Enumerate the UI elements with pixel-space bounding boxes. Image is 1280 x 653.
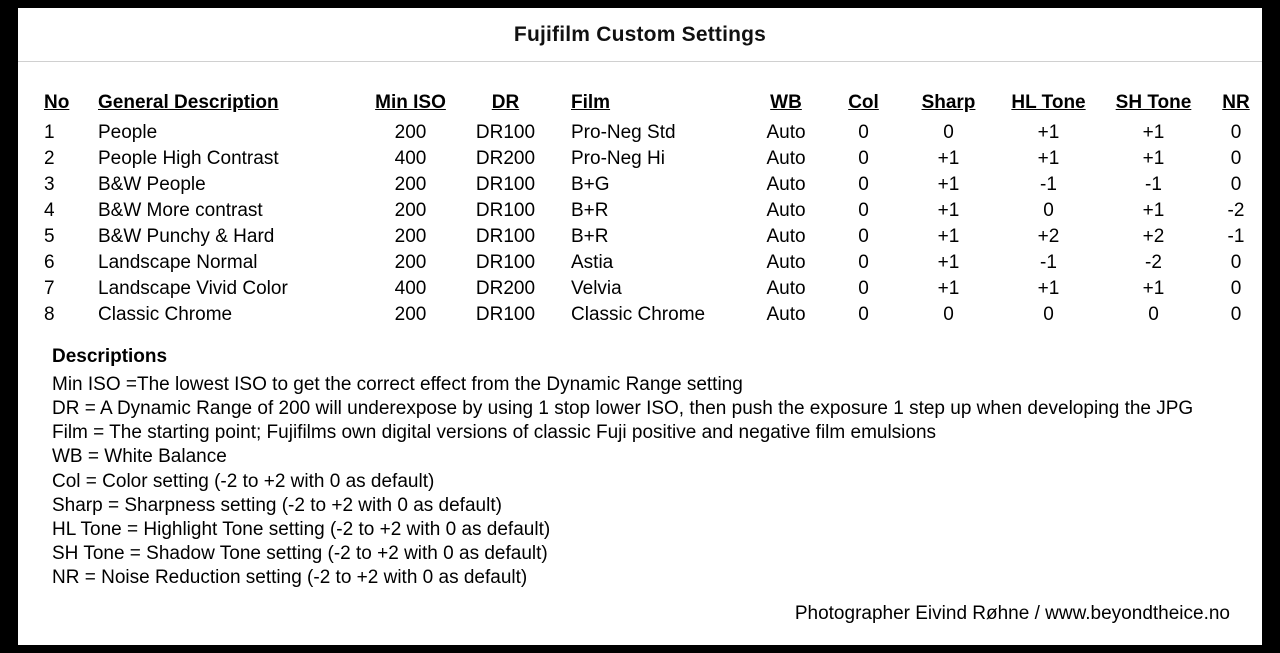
column-header-miniso: Min ISO xyxy=(375,92,446,113)
cell-iso: 200 xyxy=(394,252,427,273)
cell-desc: B&W More contrast xyxy=(98,200,263,221)
table-row xyxy=(26,120,1266,146)
description-line-min-iso: Min ISO =The lowest ISO to get the correct effect from the Dynamic Range setting xyxy=(52,374,743,395)
cell-hltone: -1 xyxy=(1040,252,1057,273)
column-header-nr: NR xyxy=(1222,92,1250,113)
cell-dr: DR100 xyxy=(475,252,536,273)
document-body xyxy=(18,62,1262,590)
description-line-hl-tone: HL Tone = Highlight Tone setting (-2 to +2 with 0 as default) xyxy=(52,518,551,540)
column-header-sharp: Sharp xyxy=(921,92,976,113)
cell-hltone: +1 xyxy=(1037,278,1060,299)
cell-shtone: -1 xyxy=(1145,174,1162,195)
table-header-row xyxy=(26,92,1266,120)
description-line-nr: NR = Noise Reduction setting (-2 to +2 with 0 as default) xyxy=(52,567,528,588)
cell-sharp: +1 xyxy=(937,226,960,247)
cell-dr: DR100 xyxy=(475,122,536,143)
cell-dr: DR100 xyxy=(475,304,536,325)
cell-nr: -2 xyxy=(1227,200,1245,221)
column-header-hltone: HL Tone xyxy=(1011,92,1086,113)
table-row xyxy=(26,224,1266,250)
cell-col: 0 xyxy=(858,278,869,299)
cell-desc: B&W Punchy & Hard xyxy=(98,226,275,247)
table-row xyxy=(26,250,1266,276)
cell-shtone: +1 xyxy=(1142,200,1165,221)
column-header-film: Film xyxy=(571,92,611,113)
cell-desc: B&W People xyxy=(98,174,206,195)
cell-no: 6 xyxy=(44,252,55,273)
cell-dr: DR200 xyxy=(475,148,536,169)
cell-no: 7 xyxy=(44,278,55,299)
cell-no: 4 xyxy=(44,200,55,221)
cell-wb: Auto xyxy=(766,226,806,247)
cell-shtone: +1 xyxy=(1142,122,1165,143)
cell-hltone: 0 xyxy=(1043,304,1054,325)
description-line-wb: WB = White Balance xyxy=(52,446,227,468)
cell-iso: 200 xyxy=(394,226,427,247)
cell-iso: 200 xyxy=(394,304,427,325)
cell-no: 1 xyxy=(44,122,55,143)
cell-hltone: +1 xyxy=(1037,122,1060,143)
descriptions-section xyxy=(26,346,1242,590)
cell-col: 0 xyxy=(858,252,869,273)
cell-desc: Landscape Vivid Color xyxy=(98,278,288,299)
cell-sharp: +1 xyxy=(937,174,960,195)
cell-col: 0 xyxy=(858,122,869,143)
photographer-credit: Photographer Eivind Røhne / www.beyondtheice.no xyxy=(794,603,1230,624)
cell-no: 8 xyxy=(44,304,55,325)
column-header-no: No xyxy=(44,92,70,113)
cell-nr: 0 xyxy=(1230,278,1242,299)
cell-iso: 200 xyxy=(394,174,427,195)
cell-film: B+G xyxy=(571,174,610,195)
column-header-col: Col xyxy=(848,92,879,113)
cell-shtone: +1 xyxy=(1142,278,1165,299)
column-header-wb: WB xyxy=(770,92,802,113)
cell-sharp: 0 xyxy=(943,122,954,143)
cell-col: 0 xyxy=(858,200,869,221)
cell-hltone: +1 xyxy=(1037,148,1060,169)
cell-shtone: +1 xyxy=(1142,148,1165,169)
cell-film: Pro-Neg Hi xyxy=(571,148,665,169)
cell-sharp: +1 xyxy=(937,148,960,169)
cell-sharp: +1 xyxy=(937,200,960,221)
cell-dr: DR100 xyxy=(475,174,536,195)
cell-wb: Auto xyxy=(766,148,806,169)
cell-nr: 0 xyxy=(1230,174,1242,195)
cell-desc: Classic Chrome xyxy=(98,304,233,325)
cell-desc: Landscape Normal xyxy=(98,252,258,273)
cell-shtone: 0 xyxy=(1148,304,1159,325)
cell-desc: People High Contrast xyxy=(98,148,279,169)
cell-sharp: 0 xyxy=(943,304,954,325)
cell-wb: Auto xyxy=(766,174,806,195)
cell-desc: People xyxy=(98,122,158,143)
cell-wb: Auto xyxy=(766,200,806,221)
cell-hltone: -1 xyxy=(1040,174,1057,195)
cell-dr: DR100 xyxy=(475,226,536,247)
cell-iso: 200 xyxy=(394,200,427,221)
cell-film: Astia xyxy=(571,252,614,273)
column-header-shtone: SH Tone xyxy=(1115,92,1192,113)
document-header xyxy=(18,8,1262,62)
table-row xyxy=(26,146,1266,172)
cell-iso: 400 xyxy=(394,278,427,299)
cell-wb: Auto xyxy=(766,278,806,299)
table-row xyxy=(26,198,1266,224)
cell-film: B+R xyxy=(571,200,609,221)
cell-shtone: -2 xyxy=(1145,252,1162,273)
column-header-desc: General Description xyxy=(98,92,279,113)
cell-film: B+R xyxy=(571,226,609,247)
cell-wb: Auto xyxy=(766,252,806,273)
cell-col: 0 xyxy=(858,148,869,169)
page-title: Fujifilm Custom Settings xyxy=(513,22,767,46)
cell-col: 0 xyxy=(858,174,869,195)
cell-film: Pro-Neg Std xyxy=(571,122,676,143)
document-page xyxy=(18,8,1262,645)
column-header-dr: DR xyxy=(491,92,520,113)
table-row xyxy=(26,302,1266,328)
cell-col: 0 xyxy=(858,226,869,247)
cell-nr: 0 xyxy=(1230,304,1242,325)
table-row xyxy=(26,172,1266,198)
cell-hltone: 0 xyxy=(1043,200,1054,221)
cell-hltone: +2 xyxy=(1037,226,1060,247)
cell-no: 5 xyxy=(44,226,55,247)
description-line-dr: DR = A Dynamic Range of 200 will underexpose by using 1 stop lower ISO, then push the exposure 1 step up when developing the JPG xyxy=(52,398,1194,420)
cell-film: Velvia xyxy=(571,278,622,299)
cell-iso: 400 xyxy=(394,148,427,169)
cell-wb: Auto xyxy=(766,122,806,143)
cell-no: 3 xyxy=(44,174,55,195)
cell-nr: 0 xyxy=(1230,148,1242,169)
descriptions-heading: Descriptions xyxy=(52,346,168,367)
description-line-sh-tone: SH Tone = Shadow Tone setting (-2 to +2 with 0 as default) xyxy=(52,542,548,564)
cell-shtone: +2 xyxy=(1142,226,1165,247)
cell-iso: 200 xyxy=(394,122,427,143)
cell-sharp: +1 xyxy=(937,252,960,273)
cell-dr: DR200 xyxy=(475,278,536,299)
description-line-sharp: Sharp = Sharpness setting (-2 to +2 with 0 as default) xyxy=(52,494,502,516)
description-line-col: Col = Color setting (-2 to +2 with 0 as default) xyxy=(52,470,435,492)
cell-sharp: +1 xyxy=(937,278,960,299)
cell-film: Classic Chrome xyxy=(571,304,706,325)
custom-settings-table xyxy=(26,92,1266,328)
description-line-film: Film = The starting point; Fujifilms own digital versions of classic Fuji positive and negative film emulsions xyxy=(52,422,937,444)
cell-nr: 0 xyxy=(1230,252,1242,273)
cell-no: 2 xyxy=(44,148,55,169)
cell-wb: Auto xyxy=(766,304,806,325)
cell-dr: DR100 xyxy=(475,200,536,221)
cell-col: 0 xyxy=(858,304,869,325)
table-row xyxy=(26,276,1266,302)
cell-nr: -1 xyxy=(1227,226,1245,247)
cell-nr: 0 xyxy=(1230,122,1242,143)
